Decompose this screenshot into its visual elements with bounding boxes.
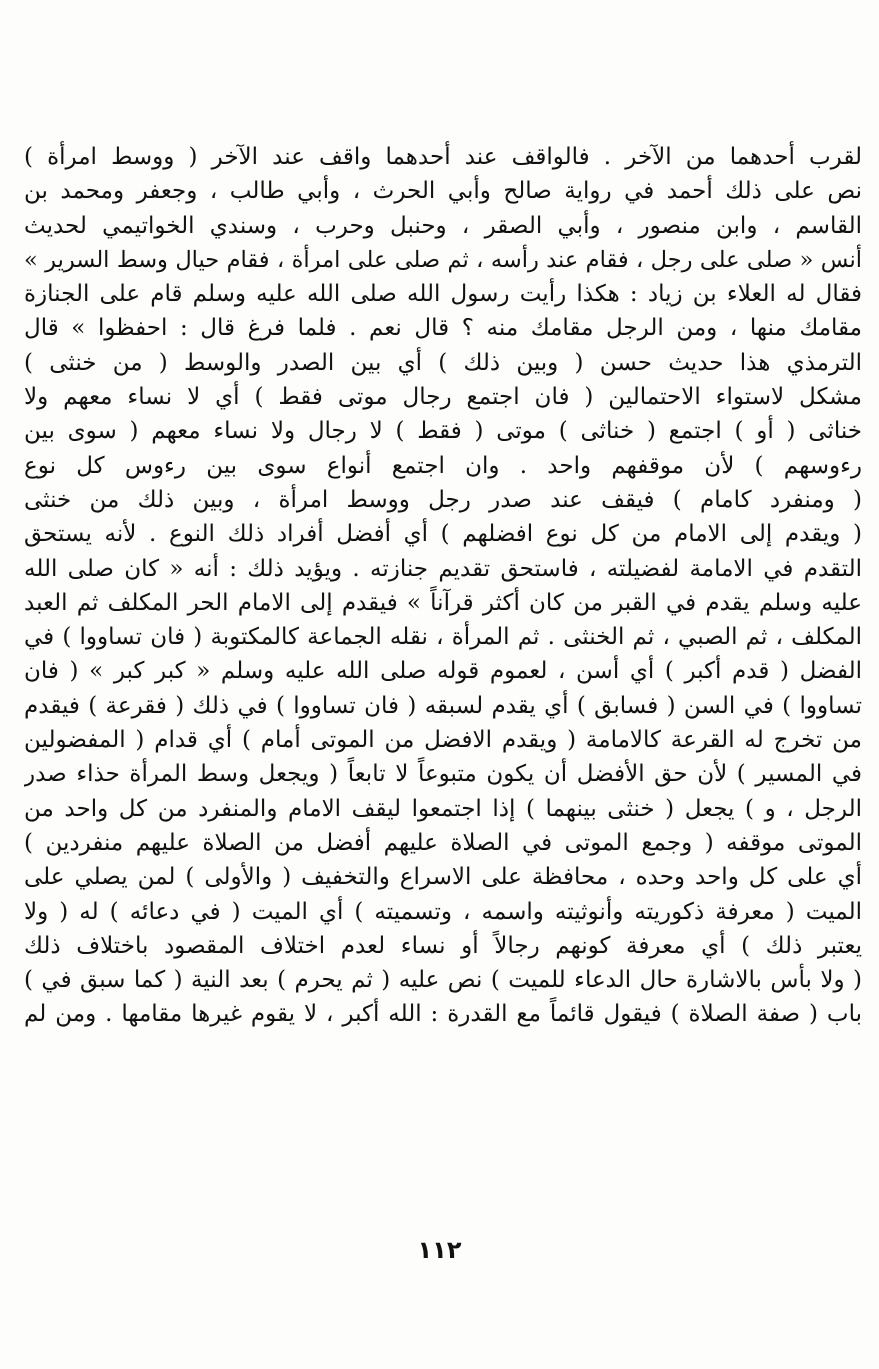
text-line: نص على ذلك أحمد في رواية صالح وأبي الحرث ، وأبي طالب ، وجعفر ومحمد بن xyxy=(24,178,862,205)
page-number: ١١٢ xyxy=(417,1236,462,1264)
text-line: القاسم ، وابن منصور ، وأبي الصقر ، وحنبل وحرب ، وسندي الخواتيمي لحديث xyxy=(24,212,862,239)
text-line: الميت ( معرفة ذكوريته وأنوثيته واسمه ، وتسميته ) أي الميت ( في دعائه ) له ( ولا xyxy=(24,898,862,925)
text-line: مشكل لاستواء الاحتمالين ( فان اجتمع رجال موتى فقط ) أي لا نساء معهم ولا xyxy=(24,384,862,411)
text-line: من تخرج له القرعة كالامامة ( ويقدم الافضل من الموتى أمام ) أي قدام ( المفضولين xyxy=(24,727,862,754)
text-line: أنس « صلى على رجل ، فقام عند رأسه ، ثم صلى على امرأة ، فقام حيال وسط السرير » xyxy=(24,246,862,273)
text-line: خناثى ( أو ) اجتمع ( خناثى ) موتى ( فقط ) لا رجال ولا نساء معهم ( سوى بين xyxy=(24,418,862,445)
text-line: أي على كل واحد وحده ، محافظة على الاسراع والتخفيف ( والأولى ) لمن يصلي على xyxy=(24,864,862,891)
text-line: الترمذي هذا حديث حسن ( وبين ذلك ) أي بين الصدر والوسط ( من خنثى ) xyxy=(24,349,862,376)
text-line: عليه وسلم يقدم في القبر من كان أكثر قرآناً » فيقدم إلى الامام الحر المكلف ثم العبد xyxy=(24,589,862,616)
text-line: لقرب أحدهما من الآخر . فالواقف عند أحدهما واقف عند الآخر ( ووسط امرأة ) xyxy=(24,144,862,170)
text-line: مقامك منها ، ومن الرجل مقامك منه ؟ قال نعم . فلما فرغ قال : احفظوا » قال xyxy=(24,315,862,342)
text-line: في المسير ) لأن حق الأفضل أن يكون متبوعاً لا تابعاً ( ويجعل وسط المرأة حذاء صدر xyxy=(24,761,862,788)
text-line: التقدم في الامامة لفضيلته ، فاستحق تقديم جنازته . ويؤيد ذلك : أنه « كان صلى الله xyxy=(24,555,862,582)
text-line: الموتى موقفه ( وجمع الموتى في الصلاة عليهم أفضل من الصلاة عليهم منفردين ) xyxy=(24,829,862,856)
text-line: باب ( صفة الصلاة ) فيقول قائماً مع القدرة : الله أكبر ، لا يقوم غيرها مقامها . ومن لم xyxy=(24,1001,862,1028)
text-line: فقال له العلاء بن زياد : هكذا رأيت رسول الله صلى الله عليه وسلم قام على الجنازة xyxy=(24,281,862,308)
text-line: ( ويقدم إلى الامام من كل نوع افضلهم ) أي أفضل أفراد ذلك النوع . لأنه يستحق xyxy=(24,521,862,548)
text-line: تساووا ) في السن ( فسابق ) أي يقدم لسبقه ( فان تساووا ) في ذلك ( فقرعة ) فيقدم xyxy=(24,692,862,719)
text-line: ( ولا بأس بالاشارة حال الدعاء للميت ) نص عليه ( ثم يحرم ) بعد النية ( كما سبق في ) xyxy=(24,967,862,994)
text-line: يعتبر ذلك ) أي معرفة كونهم رجالاً أو نساء لعدم اختلاف المقصود باختلاف ذلك xyxy=(24,932,862,959)
text-line: الفضل ( قدم أكبر ) أي أسن ، لعموم قوله صلى الله عليه وسلم « كبر كبر » ( فان xyxy=(24,658,862,685)
text-line: الرجل ، و ) يجعل ( خنثى بينهما ) إذا اجتمعوا ليقف الامام والمنفرد من كل واحد من xyxy=(24,795,862,822)
text-line: ( ومنفرد كامام ) فيقف عند صدر رجل ووسط امرأة ، وبين ذلك من خنثى xyxy=(24,486,862,513)
text-line: رءوسهم ) لأن موقفهم واحد . وان اجتمع أنواع سوى بين رءوس كل نوع xyxy=(24,452,862,479)
body-text xyxy=(24,140,862,1032)
text-line: المكلف ، ثم الصبي ، ثم الخنثى . ثم المرأة ، نقله الجماعة كالمكتوبة ( فان تساووا ) في xyxy=(24,624,862,651)
